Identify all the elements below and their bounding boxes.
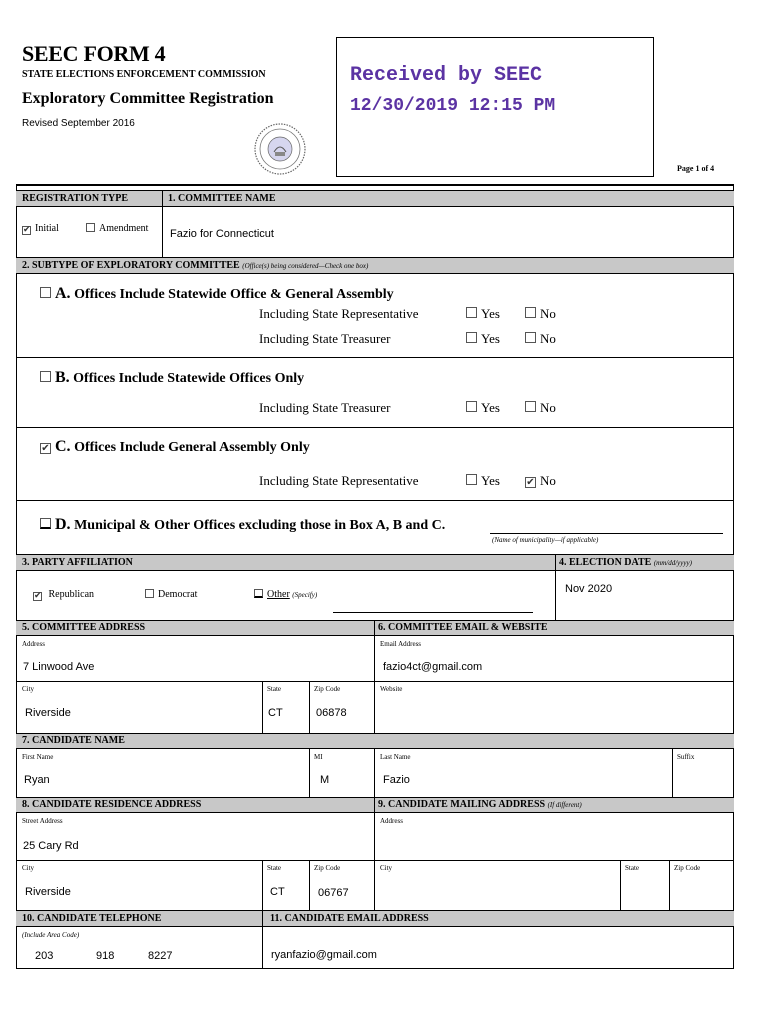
other-checkbox[interactable]: Other (Specify) [254, 589, 317, 600]
street-label: Street Address [22, 817, 63, 825]
suffix-label: Suffix [677, 753, 695, 761]
mail-zip-label: Zip Code [674, 864, 701, 872]
divider [16, 681, 734, 682]
divider [16, 860, 734, 861]
frame-right [733, 186, 734, 968]
option-a-treas-yes[interactable]: Yes [466, 331, 500, 347]
mi-value[interactable]: M [320, 774, 330, 786]
revised-date: Revised September 2016 [22, 118, 135, 129]
divider [16, 500, 734, 501]
registration-type-heading: REGISTRATION TYPE [22, 193, 129, 204]
republican-checkbox[interactable]: ✔ Republican [34, 589, 95, 601]
option-b-treas-no[interactable]: No [525, 400, 556, 416]
divider [374, 797, 375, 910]
subtype-heading: 2. SUBTYPE OF EXPLORATORY COMMITTEE (Office(s) being considered—Check one box) [22, 260, 369, 271]
election-date-format: (mm/dd/yyyy) [653, 559, 692, 567]
divider [309, 749, 310, 797]
res-zip-label: Zip Code [314, 864, 341, 872]
bottom-rule [16, 968, 734, 969]
mailing-note: (If different) [547, 801, 582, 809]
area-code-note: (Include Area Code) [22, 931, 80, 939]
initial-checkbox[interactable]: ✔ Initial [23, 223, 59, 235]
residence-zip-value[interactable]: 06767 [318, 887, 349, 899]
phone-area-code[interactable]: 203 [35, 950, 54, 962]
first-name-label: First Name [22, 753, 54, 761]
form-title: SEEC FORM 4 [22, 41, 166, 66]
residence-heading: 8. CANDIDATE RESIDENCE ADDRESS [22, 799, 202, 810]
divider [262, 681, 263, 733]
registration-title: Exploratory Committee Registration [22, 90, 274, 107]
divider [262, 910, 263, 968]
option-d-checkbox[interactable]: D. Municipal & Other Offices excluding those in Box A, B and C. [40, 516, 445, 534]
election-date-heading: 4. ELECTION DATE (mm/dd/yyyy) [559, 557, 692, 568]
city-label: City [22, 685, 35, 693]
divider [16, 357, 734, 358]
phone-line[interactable]: 8227 [148, 950, 173, 962]
frame-left [16, 186, 17, 968]
residence-city-value[interactable]: Riverside [25, 886, 71, 898]
stamp-received-text: Received by SEEC [350, 64, 543, 87]
amendment-checkbox[interactable]: Amendment [86, 223, 148, 234]
res-state-label: State [267, 864, 281, 872]
email-label: Email Address [380, 640, 422, 648]
address-label: Address [22, 640, 45, 648]
democrat-checkbox[interactable]: Democrat [145, 589, 197, 600]
mail-state-label: State [625, 864, 639, 872]
option-a-state-rep: Including State Representative [259, 306, 419, 321]
divider [672, 749, 673, 797]
municipality-line[interactable] [490, 533, 723, 534]
committee-city-value[interactable]: Riverside [25, 707, 71, 719]
committee-contact-heading: 6. COMMITTEE EMAIL & WEBSITE [378, 622, 548, 633]
divider [16, 427, 734, 428]
divider [309, 860, 310, 910]
page-number: Page 1 of 4 [677, 164, 715, 173]
divider [555, 554, 556, 620]
state-seal-icon [253, 122, 307, 176]
phone-prefix[interactable]: 918 [96, 950, 115, 962]
res-city-label: City [22, 864, 35, 872]
mailing-address-label: Address [380, 817, 403, 825]
website-label: Website [380, 685, 403, 693]
committee-address-heading: 5. COMMITTEE ADDRESS [22, 622, 146, 633]
candidate-email-value[interactable]: ryanfazio@gmail.com [271, 949, 377, 961]
candidate-email-heading: 11. CANDIDATE EMAIL ADDRESS [270, 913, 429, 924]
divider [309, 681, 310, 733]
municipality-note: (Name of municipality—if applicable) [492, 536, 599, 544]
committee-name-value[interactable]: Fazio for Connecticut [170, 228, 274, 240]
divider [162, 190, 163, 257]
residence-state-value[interactable]: CT [270, 886, 285, 898]
option-c-state-rep: Including State Representative [259, 473, 419, 488]
option-a-treasurer: Including State Treasurer [259, 331, 391, 346]
option-a-rep-no[interactable]: No [525, 306, 556, 322]
last-name-value[interactable]: Fazio [383, 774, 410, 786]
mi-label: MI [314, 753, 323, 761]
option-b-checkbox[interactable]: B. Offices Include Statewide Offices Only [40, 369, 304, 387]
agency-name: STATE ELECTIONS ENFORCEMENT COMMISSION [22, 69, 266, 80]
divider [669, 860, 670, 910]
option-a-checkbox[interactable]: A. Offices Include Statewide Office & General Assembly [40, 285, 394, 303]
telephone-heading: 10. CANDIDATE TELEPHONE [22, 913, 162, 924]
option-a-treas-no[interactable]: No [525, 331, 556, 347]
option-c-checkbox[interactable]: ✔ C. Offices Include General Assembly Only [41, 438, 310, 455]
stamp-timestamp: 12/30/2019 12:15 PM [350, 96, 556, 116]
committee-zip-value[interactable]: 06878 [316, 707, 347, 719]
candidate-name-heading: 7. CANDIDATE NAME [22, 735, 125, 746]
option-a-rep-yes[interactable]: Yes [466, 306, 500, 322]
committee-state-value[interactable]: CT [268, 707, 283, 719]
election-date-value[interactable]: Nov 2020 [565, 583, 613, 595]
residence-street-value[interactable]: 25 Cary Rd [23, 840, 79, 852]
option-b-treasurer: Including State Treasurer [259, 400, 391, 415]
committee-address-value[interactable]: 7 Linwood Ave [23, 661, 95, 673]
top-rule [16, 184, 734, 186]
option-c-rep-yes[interactable]: Yes [466, 473, 500, 489]
committee-name-heading: 1. COMMITTEE NAME [168, 193, 276, 204]
option-b-treas-yes[interactable]: Yes [466, 400, 500, 416]
first-name-value[interactable]: Ryan [24, 774, 50, 786]
other-specify-line[interactable] [333, 612, 533, 613]
last-name-label: Last Name [380, 753, 411, 761]
divider [262, 860, 263, 910]
divider [620, 860, 621, 910]
zip-label: Zip Code [314, 685, 341, 693]
party-heading: 3. PARTY AFFILIATION [22, 557, 133, 568]
divider [374, 620, 375, 733]
divider [374, 749, 375, 797]
committee-email-value[interactable]: fazio4ct@gmail.com [383, 661, 483, 673]
option-c-rep-no[interactable]: ✔ No [526, 473, 556, 488]
mail-city-label: City [380, 864, 393, 872]
subtype-note: (Office(s) being considered—Check one box) [242, 262, 369, 270]
mailing-heading: 9. CANDIDATE MAILING ADDRESS (If different) [378, 799, 582, 810]
state-label: State [267, 685, 281, 693]
